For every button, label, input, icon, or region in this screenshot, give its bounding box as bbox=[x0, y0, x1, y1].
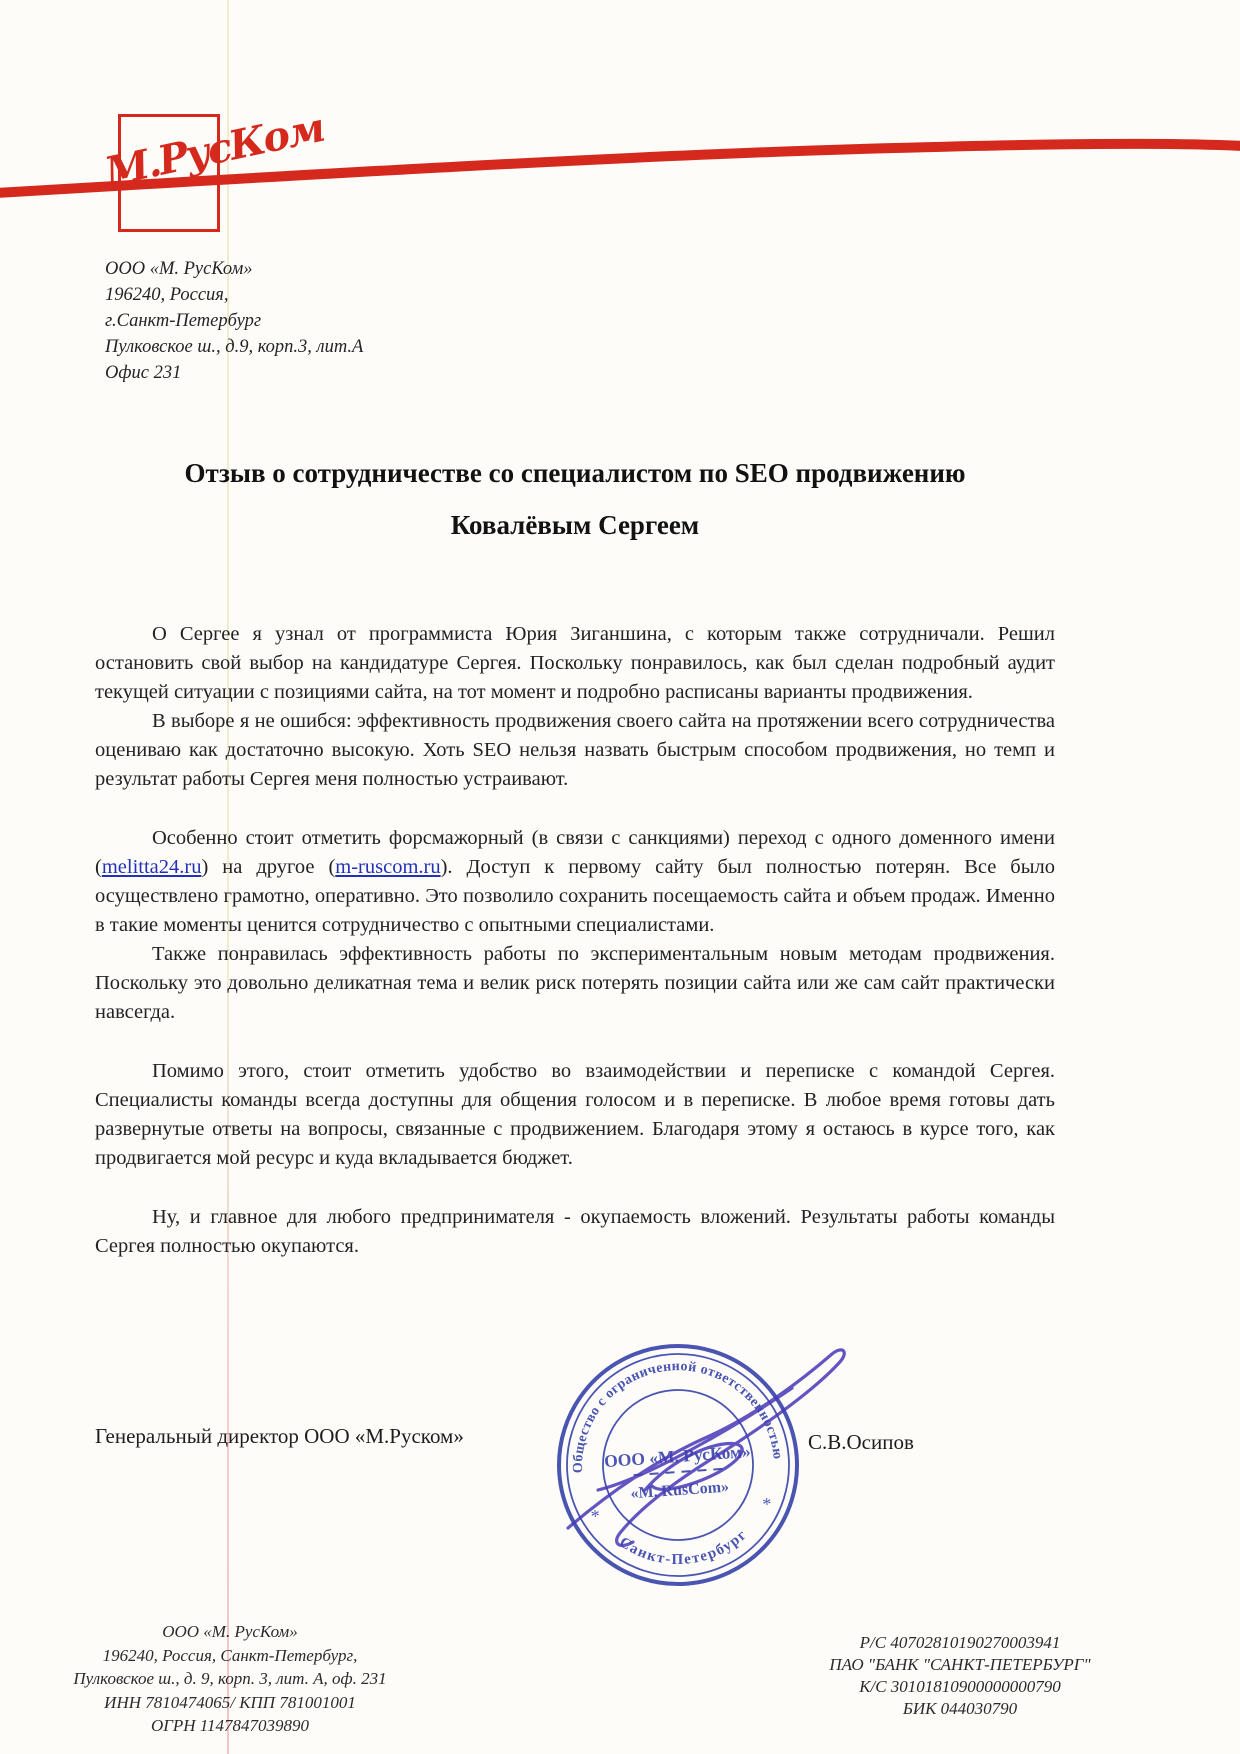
footer-line: Р/С 40702810190270003941 bbox=[859, 1633, 1061, 1652]
paragraph-3-text: ) на другое ( bbox=[201, 856, 336, 878]
letterhead-address bbox=[105, 256, 363, 386]
stamp-star-right: * bbox=[761, 1493, 773, 1515]
footer-line: БИК 044030790 bbox=[902, 1699, 1018, 1718]
letterhead-line: Пулковское ш., д.9, корп.3, лит.А bbox=[105, 337, 364, 357]
footer-line: 196240, Россия, Санкт-Петербург, bbox=[102, 1645, 358, 1665]
stamp-center-company-ru: ООО «М. РусКом» bbox=[603, 1440, 752, 1472]
paragraph-3-text: Особенно стоит отметить форсмажорный (в связи с санкциями) переход с одного доменного имени ( bbox=[95, 827, 1055, 878]
paragraph-3-text: ). Доступ к первому сайту был полностью потерян. Все было осуществлено грамотно, оперативно. Это позволило сохранить посещаемость сайта и объем продаж. Именно в такие моменты ценится сотрудничество с опытными специалистами. bbox=[95, 856, 1055, 936]
handwritten-signature bbox=[540, 1326, 856, 1566]
letterhead-line: г.Санкт-Петербург bbox=[105, 311, 262, 331]
footer-line: ОГРН 1147847039890 bbox=[150, 1716, 310, 1735]
footer-line: Пулковское ш., д. 9, корп. 3, лит. А, оф. 231 bbox=[73, 1669, 387, 1688]
stamp-ring-text-top: Общество с ограниченной ответственностью bbox=[571, 1359, 785, 1474]
footer-line: ПАО "БАНК "САНКТ-ПЕТЕРБУРГ" bbox=[829, 1655, 1091, 1674]
stamp-center-company-en: «M. RusCom» bbox=[629, 1478, 730, 1503]
letterhead-line: ООО «М. РусКом» bbox=[105, 259, 253, 279]
document-title-line1: Отзыв о сотрудничестве со специалистом по SEO продвижению bbox=[184, 458, 966, 488]
paragraph-6: Ну, и главное для любого предпринимателя - окупаемость вложений. Результаты работы команды Сергея полностью окупаются. bbox=[95, 1206, 1055, 1257]
footer-company-details bbox=[45, 1620, 415, 1738]
paragraph-4: Также понравилась эффективность работы по экспериментальным новым методам продвижения. Поскольку это довольно деликатная тема и велик риск потерять позиции сайта или же сам сайт практически навсегда. bbox=[95, 943, 1055, 1023]
company-logo: М.РусКом bbox=[100, 103, 328, 196]
paragraph-5: Помимо этого, стоит отметить удобство во взаимодействии и переписке с командой Сергея. Специалисты команды всегда доступны для общения голосом и в переписке. В любое время готовы дать развернутые ответы на вопросы, связанные с продвижением. Благодаря этому я остаюсь в курсе того, как продвигается мой ресурс и куда вкладывается бюджет. bbox=[95, 1060, 1055, 1169]
footer-line: ООО «М. РусКом» bbox=[162, 1622, 298, 1641]
stamp-star-left: * bbox=[590, 1505, 601, 1527]
document-title-line2: Ковалёвым Сергеем bbox=[450, 510, 700, 540]
letter-body bbox=[95, 620, 1055, 1261]
letterhead-line: Офис 231 bbox=[105, 363, 182, 383]
link-m-ruscom[interactable]: m-ruscom.ru bbox=[335, 856, 441, 878]
paragraph-2: В выборе я не ошибся: эффективность продвижения своего сайта на протяжении всего сотрудничества оцениваю как достаточно высокую. Хоть SEO нельзя назвать быстрым способом продвижения, но темп и результат работы Сергея меня полностью устраивают. bbox=[95, 710, 1055, 790]
director-name: С.В.Осипов bbox=[808, 1430, 914, 1454]
footer-bank-details bbox=[790, 1632, 1130, 1720]
letterhead-line: 196240, Россия, bbox=[105, 285, 229, 305]
footer-line: ИНН 7810474065/ КПП 781001001 bbox=[104, 1692, 356, 1712]
director-title: Генеральный директор ООО «М.Руском» bbox=[95, 1424, 464, 1448]
link-melitta24[interactable]: melitta24.ru bbox=[101, 856, 202, 878]
stamp-ring-text-bottom: Санкт-Петербург bbox=[616, 1526, 751, 1569]
paragraph-1: О Сергее я узнал от программиста Юрия Зиганшина, с которым также сотрудничали. Решил остановить свой выбор на кандидатуре Сергея. Поскольку понравилось, как был сделан подробный аудит текущей ситуации с позициями сайта, на тот момент и подробно расписаны варианты продвижения. bbox=[95, 623, 1055, 703]
paragraph-3 bbox=[95, 824, 1055, 940]
footer-line: К/С 30101810900000000790 bbox=[859, 1677, 1061, 1696]
